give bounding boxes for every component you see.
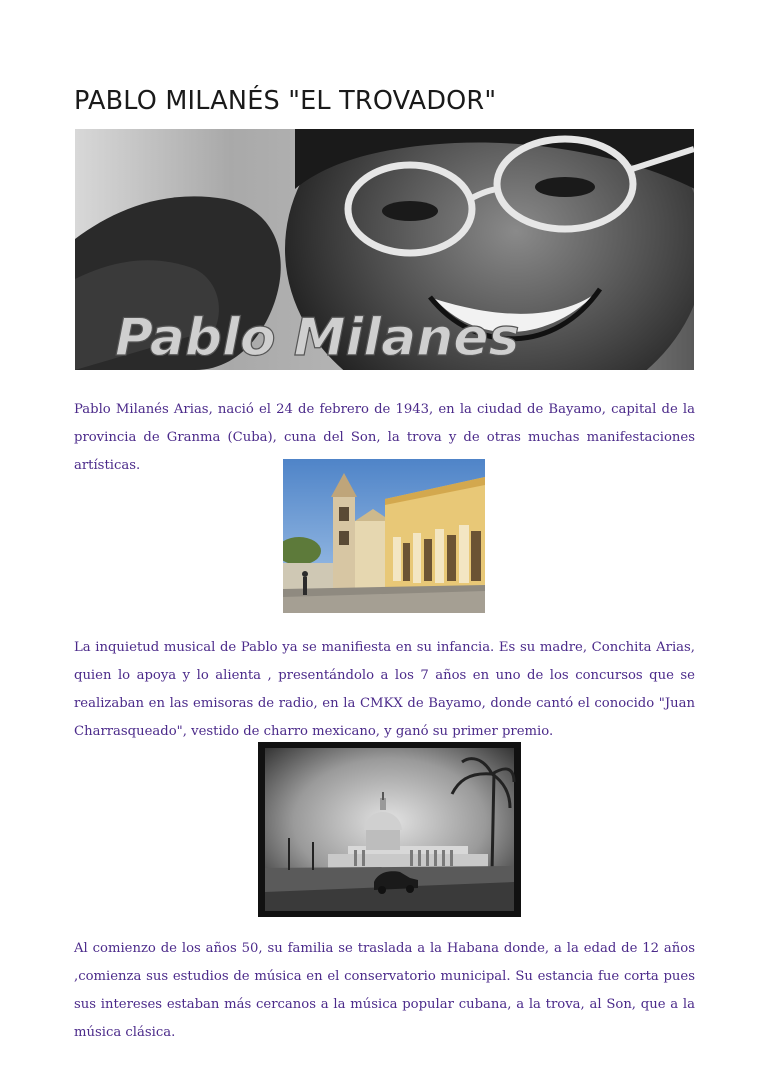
cathedral-photo-icon <box>283 459 485 613</box>
cathedral-photo <box>283 459 485 613</box>
page-title: PABLO MILANÉS "EL TROVADOR" <box>74 86 497 116</box>
portrait-photo-icon <box>75 129 694 370</box>
paragraph-3: Al comienzo de los años 50, su familia se traslada a la Habana donde, a la edad de 12 años ,comienza sus estudios de música en el conservatorio municipal. Su estancia fue corta pues sus intereses estaban más cercanos a la música popular cubana, a la trova, al Son, que a la música clásica. <box>74 941 695 1040</box>
portrait-logo-text: Pablo Milanes <box>115 308 520 368</box>
paragraph-1: Pablo Milanés Arias, nació el 24 de febrero de 1943, en la ciudad de Bayamo, capital de la provincia de Granma (Cuba), cuna del Son, la trova y de otras muchas manifestaciones artísticas. <box>74 402 695 473</box>
portrait-photo <box>75 129 694 370</box>
capitol-photo-icon <box>258 742 521 917</box>
paragraph-2: La inquietud musical de Pablo ya se manifiesta en su infancia. Es su madre, Conchita Arias, quien lo apoya y lo alienta , presentándolo a los 7 años en uno de los concursos que se realizaban en las emisoras de radio, en la CMKX de Bayamo, donde cantó el conocido "Juan Charrasqueado", vestido de charro mexicano, y ganó su primer premio. <box>74 640 695 739</box>
capitol-photo <box>258 742 521 917</box>
